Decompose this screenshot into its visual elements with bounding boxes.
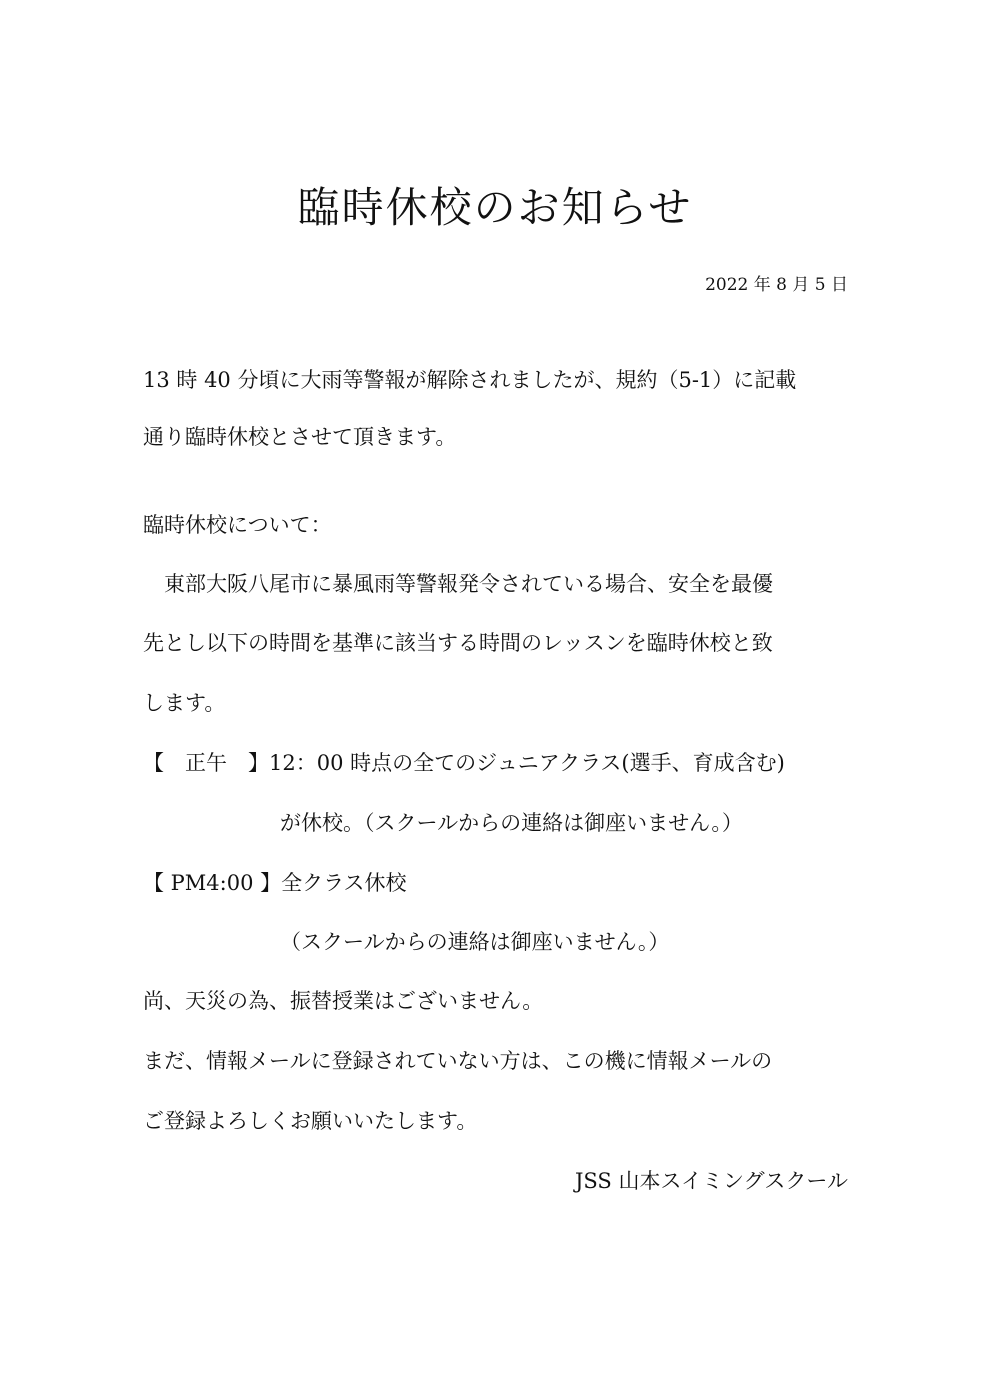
schedule-noon-line-1: 12：00 時点の全てのジュニアクラス(選手、育成含む) [269,751,785,775]
schedule-item-pm4 [143,868,407,898]
intro-line-2: 通り臨時休校とさせて頂きます。 [143,425,457,449]
closing-line-2: まだ、情報メールに登録されていない方は、この機に情報メールの [143,1049,773,1073]
schedule-label-pm4: 【 PM4:00 】 [143,871,282,895]
schedule-pm4-line-2: （スクールからの連絡は御座いません。） [280,930,670,954]
schedule-noon-line-2: が休校。（スクールからの連絡は御座いません。） [280,811,743,835]
schedule-pm4-line-1: 全クラス休校 [281,871,407,895]
schedule-label-noon: 【 正午 】 [143,751,269,775]
notice-date: 2022 年 8 月 5 日 [705,275,848,295]
signature: JSS 山本スイミングスクール [574,1169,848,1193]
policy-line-2: 先とし以下の時間を基準に該当する時間のレッスンを臨時休校と致 [143,631,773,655]
policy-heading: 臨時休校について： [143,513,332,537]
schedule-item-noon [143,748,785,778]
closing-line-3: ご登録よろしくお願いいたします。 [143,1109,478,1133]
policy-line-1: 東部大阪八尾市に暴風雨等警報発令されている場合、安全を最優 [164,572,773,596]
page-title: 臨時休校のお知らせ [297,183,693,232]
policy-line-3: します。 [143,691,226,715]
closing-line-1: 尚、天災の為、振替授業はございません。 [143,989,544,1013]
intro-line-1: 13 時 40 分頃に大雨等警報が解除されましたが、規約（5-1）に記載 [143,368,797,392]
